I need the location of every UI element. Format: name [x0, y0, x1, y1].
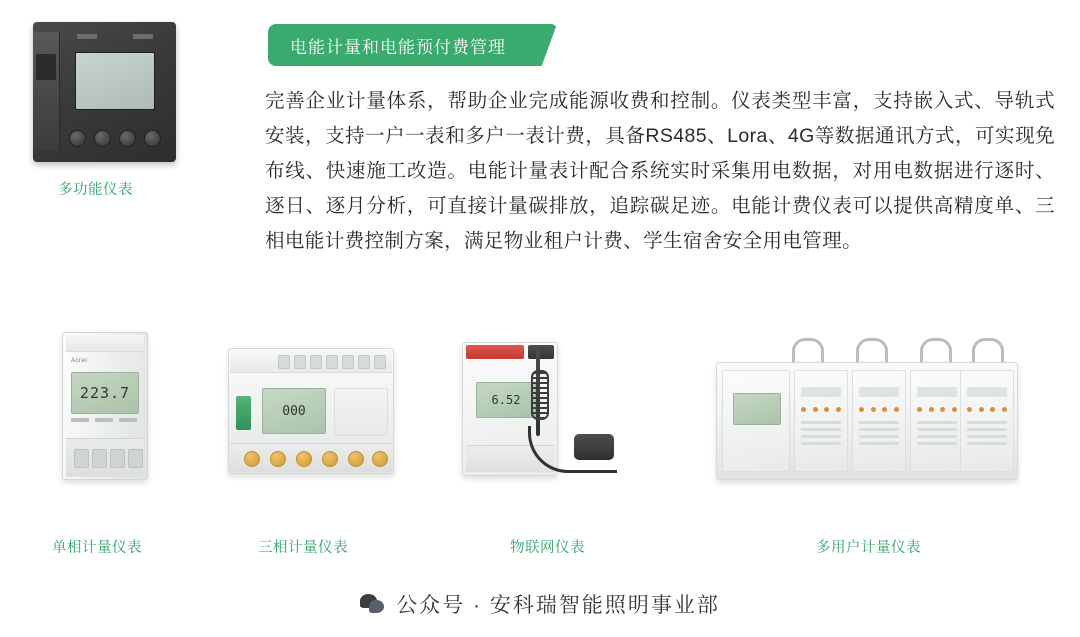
meter-side-panel	[33, 32, 60, 150]
antenna-image	[528, 348, 618, 480]
meter-reading: 6.52	[491, 393, 521, 407]
antenna-coil	[531, 370, 549, 420]
wechat-icon	[360, 593, 386, 615]
meter-lcd-screen	[71, 372, 139, 414]
meter-main-module	[722, 370, 790, 472]
three-phase-meter-image	[228, 348, 394, 474]
caption-three-phase: 三相计量仪表	[258, 540, 348, 556]
banner-title: 电能计量和电能预付费管理	[268, 24, 524, 66]
caption-multi-user: 多用户计量仪表	[816, 540, 921, 556]
meter-top-labels	[77, 34, 153, 42]
footer-account-text: 公众号 · 安科瑞智能照明事业部	[396, 594, 720, 617]
meter-sub-module	[794, 370, 848, 472]
meter-green-clip	[236, 396, 251, 430]
footer-bar	[0, 571, 1080, 637]
caption-iot: 物联网仪表	[510, 540, 585, 556]
caption-multifunction: 多功能仪表	[58, 182, 133, 198]
meter-mid-labels	[71, 418, 137, 428]
meter-sub-module	[910, 370, 964, 472]
meter-lcd-screen	[733, 393, 781, 425]
meter-side-slot	[36, 54, 56, 80]
section-banner	[268, 24, 557, 66]
meter-reading: 000	[282, 403, 306, 419]
meter-reading: 223.7	[79, 384, 131, 402]
antenna-base	[574, 434, 614, 460]
meter-sub-module	[960, 370, 1014, 472]
multifunction-meter-image	[33, 22, 176, 162]
body-paragraph: 完善企业计量体系，帮助企业完成能源收费和控制。仪表类型丰富，支持嵌入式、导轨式安装，支持一户一表和多户一表计费，具备RS485、Lora、4G等数据通讯方式，可实现免布线、快速施工改造。电能计量表计配合系统实时采集用电数据，对用电数据进行逐时、逐日、逐月分析，可直接计量碳排放，追踪碳足迹。电能计费仪表可以提供高精度单、三相电能计费控制方案，满足物业租户计费、学生宿舍安全用电管理。	[265, 90, 1055, 252]
meter-terminal-block	[66, 438, 144, 477]
meter-terminal-block	[230, 443, 392, 472]
meter-top-rail	[66, 335, 144, 352]
banner-tail-shape	[523, 24, 557, 66]
meter-label-panel	[334, 388, 388, 436]
meter-brand-text: Acrel	[71, 358, 88, 364]
meter-top-rail	[230, 350, 392, 373]
single-phase-meter-image	[62, 332, 148, 480]
multi-user-meter-image	[716, 338, 1016, 478]
meter-lcd-screen	[476, 382, 536, 418]
meter-sub-module	[852, 370, 906, 472]
meter-lcd-screen	[75, 52, 155, 110]
meter-red-terminal	[466, 345, 524, 359]
meter-lcd-screen	[262, 388, 326, 434]
meter-buttons	[69, 130, 161, 147]
meter-terminals	[278, 355, 386, 369]
caption-single-phase: 单相计量仪表	[52, 540, 142, 556]
